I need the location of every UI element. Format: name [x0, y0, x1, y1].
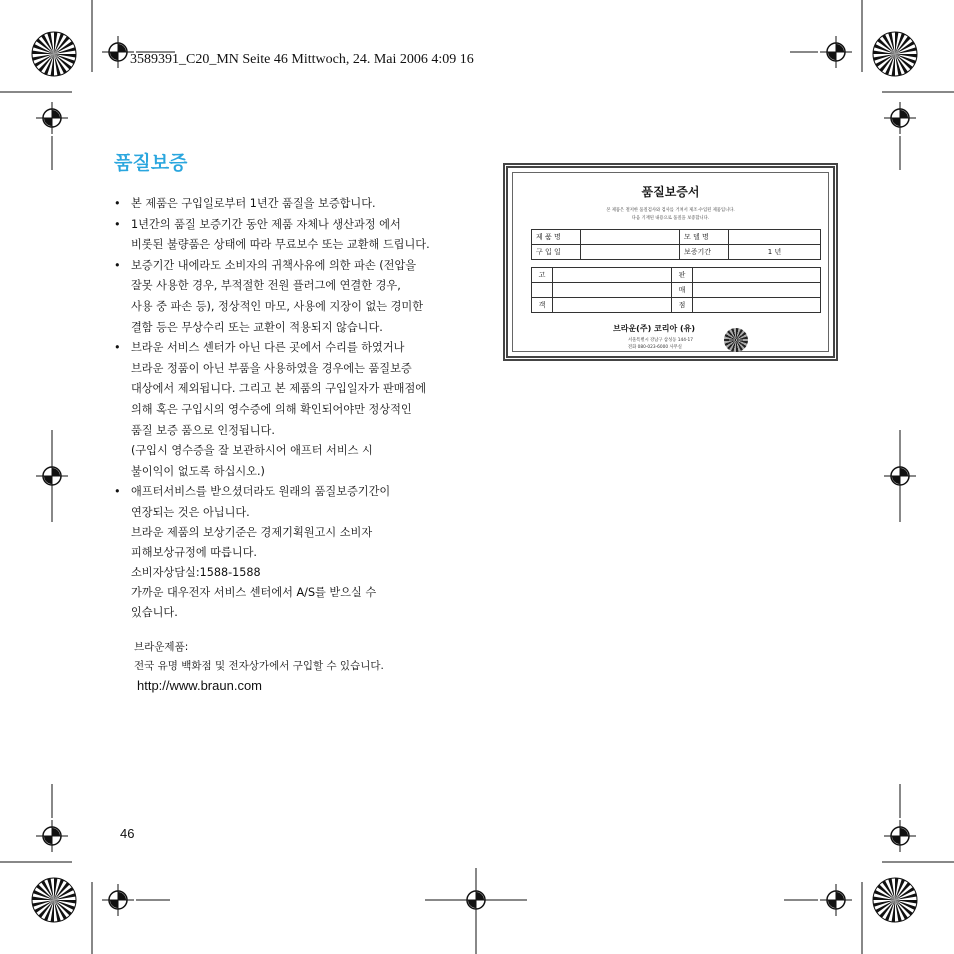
bullet-text-line: 보증기간 내에라도 소비자의 귀책사유에 의한 파손 (전압을	[131, 258, 417, 272]
purchase-info-paragraph	[134, 638, 384, 695]
card-customer-char: 객	[532, 298, 553, 313]
bullet-text-line: 잘못 사용한 경우, 부적절한 전원 플러그에 연결한 경우,	[131, 279, 401, 293]
bullet-item	[114, 338, 494, 482]
warranty-card-company: 브라운(주) 코리아 (유)	[613, 324, 696, 333]
company-seal-icon	[724, 328, 748, 352]
warranty-card-image	[503, 163, 838, 361]
consumer-info-line: 가까운 대우전자 서비스 센터에서 A/S를 받으실 수	[131, 586, 377, 599]
bullet-dot-icon: •	[114, 485, 121, 499]
bullet-item	[114, 482, 494, 523]
consumer-info-line: 있습니다.	[131, 606, 178, 619]
bullet-text-line: 브라운 정품이 아닌 부품을 사용하였을 경우에는 품질보증	[131, 361, 412, 375]
consumer-info-line: 브라운 제품의 보상기준은 경제기획원고시 소비자	[131, 526, 373, 539]
consumer-info-line: 피해보상규정에 따릅니다.	[131, 546, 257, 559]
bullet-text-line: 본 제품은 구입일로부터 1년간 품질을 보증합니다.	[131, 197, 376, 210]
card-field-purchase-date: 구 입 일	[532, 245, 581, 260]
bullet-text-line: 브라운 서비스 센터가 아닌 다른 곳에서 수리를 하였거나	[131, 341, 405, 355]
warranty-card-subline: 다음 기재된 내용으로 품질을 보증합니다.	[631, 216, 710, 221]
bullet-item	[114, 194, 494, 215]
purchase-info-label: 브라운제품:	[134, 641, 189, 653]
warranty-card-party-table	[531, 267, 821, 313]
card-customer-char	[532, 283, 553, 298]
card-dealer-char: 판	[672, 268, 693, 283]
warranty-card-address: 전화 080-023-6000 사무실	[628, 345, 682, 350]
card-customer-char: 고	[532, 268, 553, 283]
bullet-text-line: 사용 중 파손 등), 정상적인 마모, 사용에 지장이 없는 경미한	[131, 299, 424, 313]
bullet-dot-icon: •	[114, 217, 121, 231]
warranty-bullet-list	[114, 194, 494, 524]
bullet-text-line: (구입시 영수증을 잘 보관하시어 애프터 서비스 시	[131, 444, 373, 458]
consumer-info-line: 소비자상담실:1588-1588	[131, 566, 261, 579]
bullet-item	[114, 215, 494, 256]
bullet-item	[114, 256, 494, 338]
bullet-text-line: 비롯된 불량품은 상태에 따라 무료보수 또는 교환해 드립니다.	[131, 238, 430, 252]
purchase-info-line: 전국 유명 백화점 및 전자상가에서 구입할 수 있습니다.	[134, 660, 384, 672]
bullet-text-line: 의해 혹은 구입시의 영수증에 의해 확인되어야만 정상적인	[131, 402, 412, 416]
bullet-dot-icon: •	[114, 258, 121, 272]
bullet-text-line: 대상에서 제외됩니다. 그리고 본 제품의 구입일자가 판매점에	[131, 382, 427, 396]
warranty-card-title: 품질보증서	[641, 185, 700, 199]
card-field-warranty-period: 보증기간	[680, 245, 729, 260]
bullet-text-line: 결함 등은 무상수리 또는 교환이 적용되지 않습니다.	[131, 320, 383, 334]
page-number: 46	[120, 826, 135, 841]
card-dealer-char: 점	[672, 298, 693, 313]
bullet-dot-icon: •	[114, 197, 121, 210]
card-field-warranty-value: 1 년	[729, 245, 821, 260]
card-field-model-name: 모 델 명	[680, 230, 729, 245]
warranty-card-table	[531, 229, 821, 260]
bullet-text-line: 1년간의 품질 보증기간 동안 제품 자체나 생산과정 에서	[131, 217, 401, 231]
warranty-card-address: 서울특별시 강남구 삼성동 144-17	[628, 338, 693, 343]
print-header-line: 3589391_C20_MN Seite 46 Mittwoch, 24. Mai 2006 4:09 16	[130, 52, 474, 67]
bullet-text-line: 애프터서비스를 받으셨더라도 원래의 품질보증기간이	[131, 485, 391, 499]
page-title: 품질보증	[114, 152, 188, 174]
consumer-info-paragraph	[131, 523, 376, 623]
warranty-card-subline: 본 제품은 철저한 품질검사와 검사를 거쳐서 제조·수입된 제품입니다.	[606, 208, 735, 213]
bullet-dot-icon: •	[114, 341, 121, 355]
braun-website-link[interactable]: http://www.braun.com	[137, 678, 262, 693]
bullet-text-line: 연장되는 것은 아닙니다.	[131, 505, 250, 519]
card-dealer-char: 매	[672, 283, 693, 298]
bullet-text-line: 품질 보증 품으로 인정됩니다.	[131, 423, 275, 437]
bullet-text-line: 불이익이 없도록 하십시오.)	[131, 464, 265, 478]
card-field-product-name: 제 품 명	[532, 230, 581, 245]
